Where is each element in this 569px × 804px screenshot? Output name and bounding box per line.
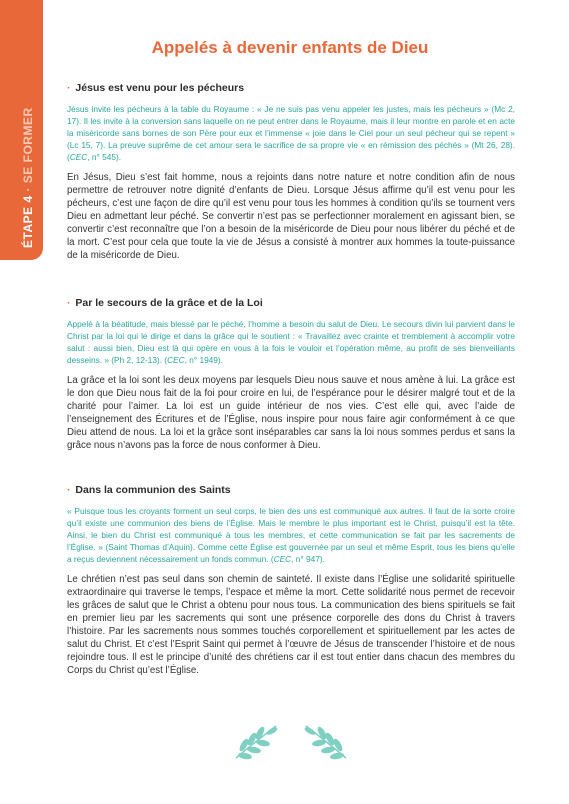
etape-label: ÉTAPE 4 (21, 195, 35, 248)
section-quote: Appelé à la béatitude, mais blessé par le péché, l’homme a besoin du salut de Dieu. Le secours divin lui parvient dans le Christ par la loi qui le dirige et dans la grâce qui le soutient : « Travaillez avec crainte et tremblement à accomplir votre salut : aussi bien, Dieu est là qui opère en vous à la fois le vouloir et l’opération même, au profit de ses bienveillants desseins. » (Ph 2, 12-13). (CEC, n° 1949). (67, 319, 515, 365)
section-heading (67, 484, 515, 496)
section-heading-text: Jésus est venu pour les pécheurs (75, 82, 245, 94)
page-title: Appelés à devenir enfants de Dieu (151, 38, 429, 57)
section-heading (67, 82, 515, 94)
tab-separator: · (21, 183, 35, 196)
section-tab-label (21, 107, 35, 248)
section-body: En Jésus, Dieu s’est fait homme, nous a rejoints dans notre nature et notre condition afin de nous permettre de retrouver notre dignité d’enfants de Dieu. Lorsque Jésus affirme qu’il est venu pour les pécheurs, c’est une façon de dire qu’il est venu pour tous les hommes à condition qu’ils se tournent vers Dieu en admettant leur péché. Se convertir n’est pas se perfectionner moralement en agissant bien, se convertir c’est reconnaître que l’on a besoin de la miséricorde de Dieu pour nous libérer du péché et de la mort. C’est pour cela que toute la vie de Jésus a consisté à montrer aux hommes la toute-puissance de la miséricorde de Dieu. (67, 172, 515, 261)
section-body: La grâce et la loi sont les deux moyens par lesquels Dieu nous sauve et nous amène à lui. La grâce est le don que Dieu nous fait de la foi pour croire en lui, de l’espérance pour le désirer malgré tout et de la charité pour l’aimer. La loi est un guide intérieur de nos vies. C’est elle qui, avec l’aide de l’enseignement des Écritures et de l’Église, nous inspire pour nous faire agir conformément à ce que Dieu attend de nous. La loi et la grâce sont inséparables car sans la loi nous sommes perdus et sans la grâce nous n’avons pas la force de nous conformer à Dieu. (67, 375, 515, 451)
bullet-icon: · (67, 297, 71, 309)
section-quote: « Puisque tous les croyants forment un seul corps, le bien des uns est communiqué aux autres. Il faut de la sorte croire qu’il existe une communion des biens de l’Église. Mais le membre le plus important est le Christ, puisqu’il est la tête. Ainsi, le bien du Christ est communiqué à tous les membres, et cette communication se fait par les sacrements de l’Église. » (Saint Thomas d’Aquin). Comme cette Église est gouvernée par un seul et même Esprit, tous les biens qu’elle a reçus deviennent nécessairement un fonds commun. (CEC, n° 947). (67, 506, 515, 564)
section-heading-text: Par le secours de la grâce et de la Loi (75, 297, 263, 309)
section-quote: Jésus invite les pécheurs à la table du Royaume : « Je ne suis pas venu appeler les justes, mais les pécheurs » (Mc 2, 17). Il les invite à la conversion sans laquelle on ne peut entrer dans le Royaume, mais il leur montre en parole et en acte la miséricorde sans bornes de son Père pour eux et l’immense « joie dans le Ciel pour un seul pécheur qui se repent » (Lc 15, 7). La preuve suprême de cet amour sera le sacrifice de sa propre vie « en rémission des péchés » (Mt 26, 28). (CEC, n° 545). (67, 104, 515, 162)
bullet-icon: · (67, 484, 71, 496)
section-heading (67, 297, 515, 309)
section-communion-saints (67, 484, 515, 677)
section-body: Le chrétien n’est pas seul dans son chemin de sainteté. Il existe dans l’Église une solidarité spirituelle extraordinaire qui traverse le temps, l’espace et même la mort. Cette solidarité nous permet de recevoir les grâces de salut que le Christ a obtenu pour nous tous. La communication des biens spirituels se fait en premier lieu par les sacrements qui sont une présence corporelle des dons du Christ à travers l’histoire. Par les sacrements nous sommes touchés corporellement et spirituellement par les actes de salut du Christ. Et c’est l’Esprit Saint qui permet à l’œuvre de Jésus de transcender l’histoire et de nous rejoindre tous. Il est le principe d’unité des chrétiens car il est tout entier dans chacun des membres du Corps du Christ qu’est l’Église. (67, 574, 515, 676)
bullet-icon: · (67, 82, 71, 94)
section-heading-text: Dans la communion des Saints (75, 484, 231, 496)
section-grace-loi (67, 297, 515, 452)
olive-branch-icon (302, 722, 350, 762)
section-name: SE FORMER (21, 107, 35, 184)
section-pecheurs (67, 82, 515, 262)
olive-branch-icon (232, 722, 280, 762)
